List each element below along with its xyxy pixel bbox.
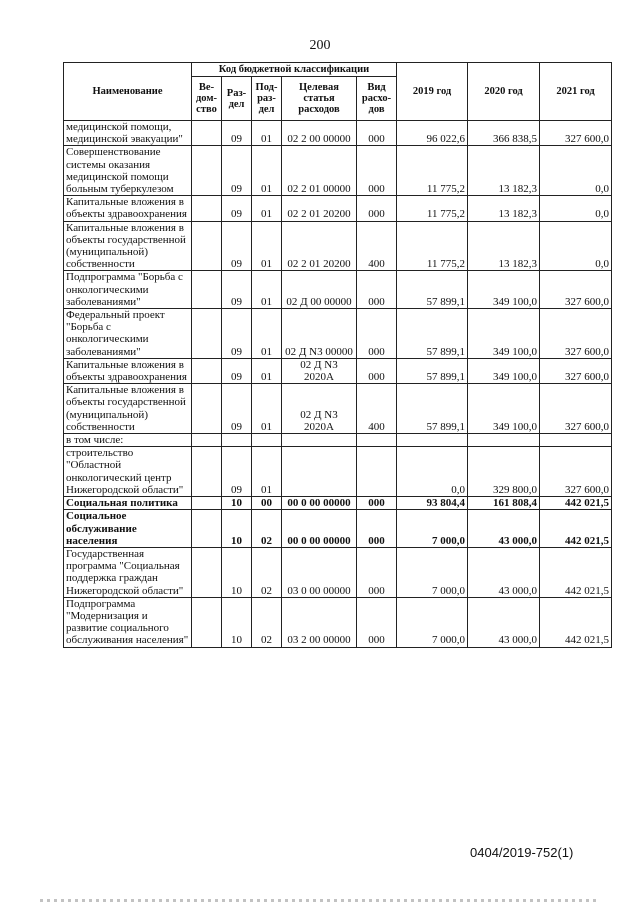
cell-name: Капитальные вложения в объекты государственной (муниципальной) собственности: [64, 221, 192, 271]
cell-vid: 000: [357, 196, 397, 221]
cell-statia: 03 2 00 00000: [282, 597, 357, 647]
table-row: [64, 510, 612, 548]
cell-2019: 57 899,1: [397, 384, 468, 434]
cell-podrazdel: 01: [252, 358, 282, 383]
cell-2019: 57 899,1: [397, 271, 468, 309]
cell-ved: [192, 384, 222, 434]
cell-vid: 000: [357, 547, 397, 597]
cell-vid: [357, 447, 397, 497]
cell-statia: 02 Д 00 00000: [282, 271, 357, 309]
cell-2019: 57 899,1: [397, 358, 468, 383]
cell-name: медицинской помощи, медицинской эвакуации": [64, 121, 192, 146]
cell-podrazdel: 02: [252, 547, 282, 597]
cell-2021: 327 600,0: [540, 358, 612, 383]
cell-vid: 000: [357, 309, 397, 359]
cell-ved: [192, 271, 222, 309]
table-row: [64, 434, 612, 447]
cell-name: Подпрограмма "Борьба с онкологическими заболеваниями": [64, 271, 192, 309]
cell-statia: [282, 434, 357, 447]
cell-name: Совершенствование системы оказания медицинской помощи больным туберкулезом: [64, 146, 192, 196]
cell-name: Подпрограмма "Модернизация и развитие социального обслуживания населения": [64, 597, 192, 647]
header-vid: Вид расхо- дов: [357, 77, 397, 121]
cell-vid: 000: [357, 597, 397, 647]
cell-razdel: 10: [222, 497, 252, 510]
table-row: [64, 384, 612, 434]
cell-2021: 442 021,5: [540, 510, 612, 548]
cell-name: Социальное обслуживание населения: [64, 510, 192, 548]
cell-name: Федеральный проект "Борьба с онкологическими заболеваниями": [64, 309, 192, 359]
cell-2020: 43 000,0: [468, 597, 540, 647]
budget-table: [63, 62, 612, 648]
cell-razdel: 09: [222, 221, 252, 271]
cell-vid: 000: [357, 358, 397, 383]
cell-2020: 43 000,0: [468, 510, 540, 548]
cell-name: в том числе:: [64, 434, 192, 447]
cell-razdel: 10: [222, 597, 252, 647]
cell-ved: [192, 196, 222, 221]
cell-razdel: 10: [222, 547, 252, 597]
cell-2021: 327 600,0: [540, 271, 612, 309]
cell-podrazdel: 02: [252, 510, 282, 548]
cell-podrazdel: 01: [252, 196, 282, 221]
cell-ved: [192, 121, 222, 146]
table-row: [64, 358, 612, 383]
cell-name: Капитальные вложения в объекты государственной (муниципальной) собственности: [64, 384, 192, 434]
cell-razdel: 09: [222, 358, 252, 383]
cell-razdel: 09: [222, 196, 252, 221]
cell-statia: 02 2 01 20200: [282, 221, 357, 271]
cell-name: Социальная политика: [64, 497, 192, 510]
cell-2021: 442 021,5: [540, 547, 612, 597]
header-2020: 2020 год: [468, 63, 540, 121]
cell-ved: [192, 510, 222, 548]
cell-2020: 349 100,0: [468, 309, 540, 359]
cell-name: строительство "Областной онкологический центр Нижегородской области": [64, 447, 192, 497]
cell-2020: 329 800,0: [468, 447, 540, 497]
table-row: [64, 146, 612, 196]
cell-ved: [192, 497, 222, 510]
table-row: [64, 221, 612, 271]
cell-2020: 366 838,5: [468, 121, 540, 146]
cell-razdel: 09: [222, 146, 252, 196]
cell-2020: 13 182,3: [468, 146, 540, 196]
cell-2020: 349 100,0: [468, 358, 540, 383]
cell-name: Государственная программа "Социальная поддержка граждан Нижегородской области": [64, 547, 192, 597]
cell-2019: 96 022,6: [397, 121, 468, 146]
cell-podrazdel: 01: [252, 121, 282, 146]
cell-razdel: [222, 434, 252, 447]
cell-vid: 000: [357, 146, 397, 196]
cell-2021: 442 021,5: [540, 597, 612, 647]
cell-2020: 349 100,0: [468, 384, 540, 434]
cell-2021: 442 021,5: [540, 497, 612, 510]
cell-podrazdel: 01: [252, 309, 282, 359]
cell-podrazdel: [252, 434, 282, 447]
cell-razdel: 09: [222, 447, 252, 497]
cell-statia: 02 Д N3 2020А: [282, 384, 357, 434]
cell-2020: 13 182,3: [468, 196, 540, 221]
cell-2021: 327 600,0: [540, 384, 612, 434]
cell-vid: 400: [357, 221, 397, 271]
table-body: [64, 121, 612, 648]
cell-2021: 327 600,0: [540, 121, 612, 146]
cell-statia: 02 2 01 20200: [282, 196, 357, 221]
footer-strip: [40, 899, 600, 902]
cell-2020: 161 808,4: [468, 497, 540, 510]
header-podrazdel: Под- раз- дел: [252, 77, 282, 121]
cell-2020: 43 000,0: [468, 547, 540, 597]
header-statia: Целевая статья расходов: [282, 77, 357, 121]
cell-2021: 327 600,0: [540, 447, 612, 497]
cell-ved: [192, 547, 222, 597]
cell-ved: [192, 221, 222, 271]
cell-2020: [468, 434, 540, 447]
cell-2020: 349 100,0: [468, 271, 540, 309]
cell-statia: 02 2 00 00000: [282, 121, 357, 146]
cell-razdel: 10: [222, 510, 252, 548]
cell-2019: 57 899,1: [397, 309, 468, 359]
cell-2021: [540, 434, 612, 447]
cell-2019: 11 775,2: [397, 221, 468, 271]
cell-vid: [357, 434, 397, 447]
cell-podrazdel: 01: [252, 221, 282, 271]
cell-ved: [192, 146, 222, 196]
cell-vid: 000: [357, 510, 397, 548]
cell-statia: 02 Д N3 00000: [282, 309, 357, 359]
cell-statia: 00 0 00 00000: [282, 497, 357, 510]
cell-2019: 7 000,0: [397, 597, 468, 647]
cell-podrazdel: 01: [252, 146, 282, 196]
cell-razdel: 09: [222, 271, 252, 309]
cell-2021: 0,0: [540, 146, 612, 196]
cell-2019: 11 775,2: [397, 146, 468, 196]
cell-2019: 7 000,0: [397, 547, 468, 597]
cell-podrazdel: 01: [252, 384, 282, 434]
cell-ved: [192, 447, 222, 497]
cell-2019: 7 000,0: [397, 510, 468, 548]
cell-razdel: 09: [222, 121, 252, 146]
cell-ved: [192, 309, 222, 359]
cell-ved: [192, 434, 222, 447]
cell-razdel: 09: [222, 384, 252, 434]
cell-name: Капитальные вложения в объекты здравоохранения: [64, 196, 192, 221]
cell-statia: 02 Д N3 2020А: [282, 358, 357, 383]
table-row: [64, 447, 612, 497]
cell-2021: 327 600,0: [540, 309, 612, 359]
cell-ved: [192, 597, 222, 647]
cell-2021: 0,0: [540, 221, 612, 271]
page-number: 200: [309, 38, 331, 53]
cell-razdel: 09: [222, 309, 252, 359]
document-code: 0404/2019-752(1): [470, 845, 574, 860]
header-2021: 2021 год: [540, 63, 612, 121]
table-row: [64, 597, 612, 647]
cell-podrazdel: 01: [252, 447, 282, 497]
table-row: [64, 121, 612, 146]
cell-2019: 93 804,4: [397, 497, 468, 510]
table-row: [64, 309, 612, 359]
header-name: Наименование: [64, 63, 192, 121]
cell-statia: [282, 447, 357, 497]
header-classification: Код бюджетной классификации: [192, 63, 397, 77]
table-row: [64, 196, 612, 221]
cell-statia: 03 0 00 00000: [282, 547, 357, 597]
header-razdel: Раз- дел: [222, 77, 252, 121]
cell-statia: 02 2 01 00000: [282, 146, 357, 196]
cell-podrazdel: 01: [252, 271, 282, 309]
cell-vid: 000: [357, 121, 397, 146]
cell-2021: 0,0: [540, 196, 612, 221]
cell-name: Капитальные вложения в объекты здравоохранения: [64, 358, 192, 383]
cell-2020: 13 182,3: [468, 221, 540, 271]
cell-vid: 000: [357, 271, 397, 309]
cell-podrazdel: 00: [252, 497, 282, 510]
cell-ved: [192, 358, 222, 383]
cell-vid: 400: [357, 384, 397, 434]
header-2019: 2019 год: [397, 63, 468, 121]
cell-statia: 00 0 00 00000: [282, 510, 357, 548]
header-ved: Ве- дом- ство: [192, 77, 222, 121]
cell-2019: 0,0: [397, 447, 468, 497]
cell-2019: 11 775,2: [397, 196, 468, 221]
table-row: [64, 547, 612, 597]
cell-2019: [397, 434, 468, 447]
cell-podrazdel: 02: [252, 597, 282, 647]
table-row: [64, 497, 612, 510]
cell-vid: 000: [357, 497, 397, 510]
table-row: [64, 271, 612, 309]
